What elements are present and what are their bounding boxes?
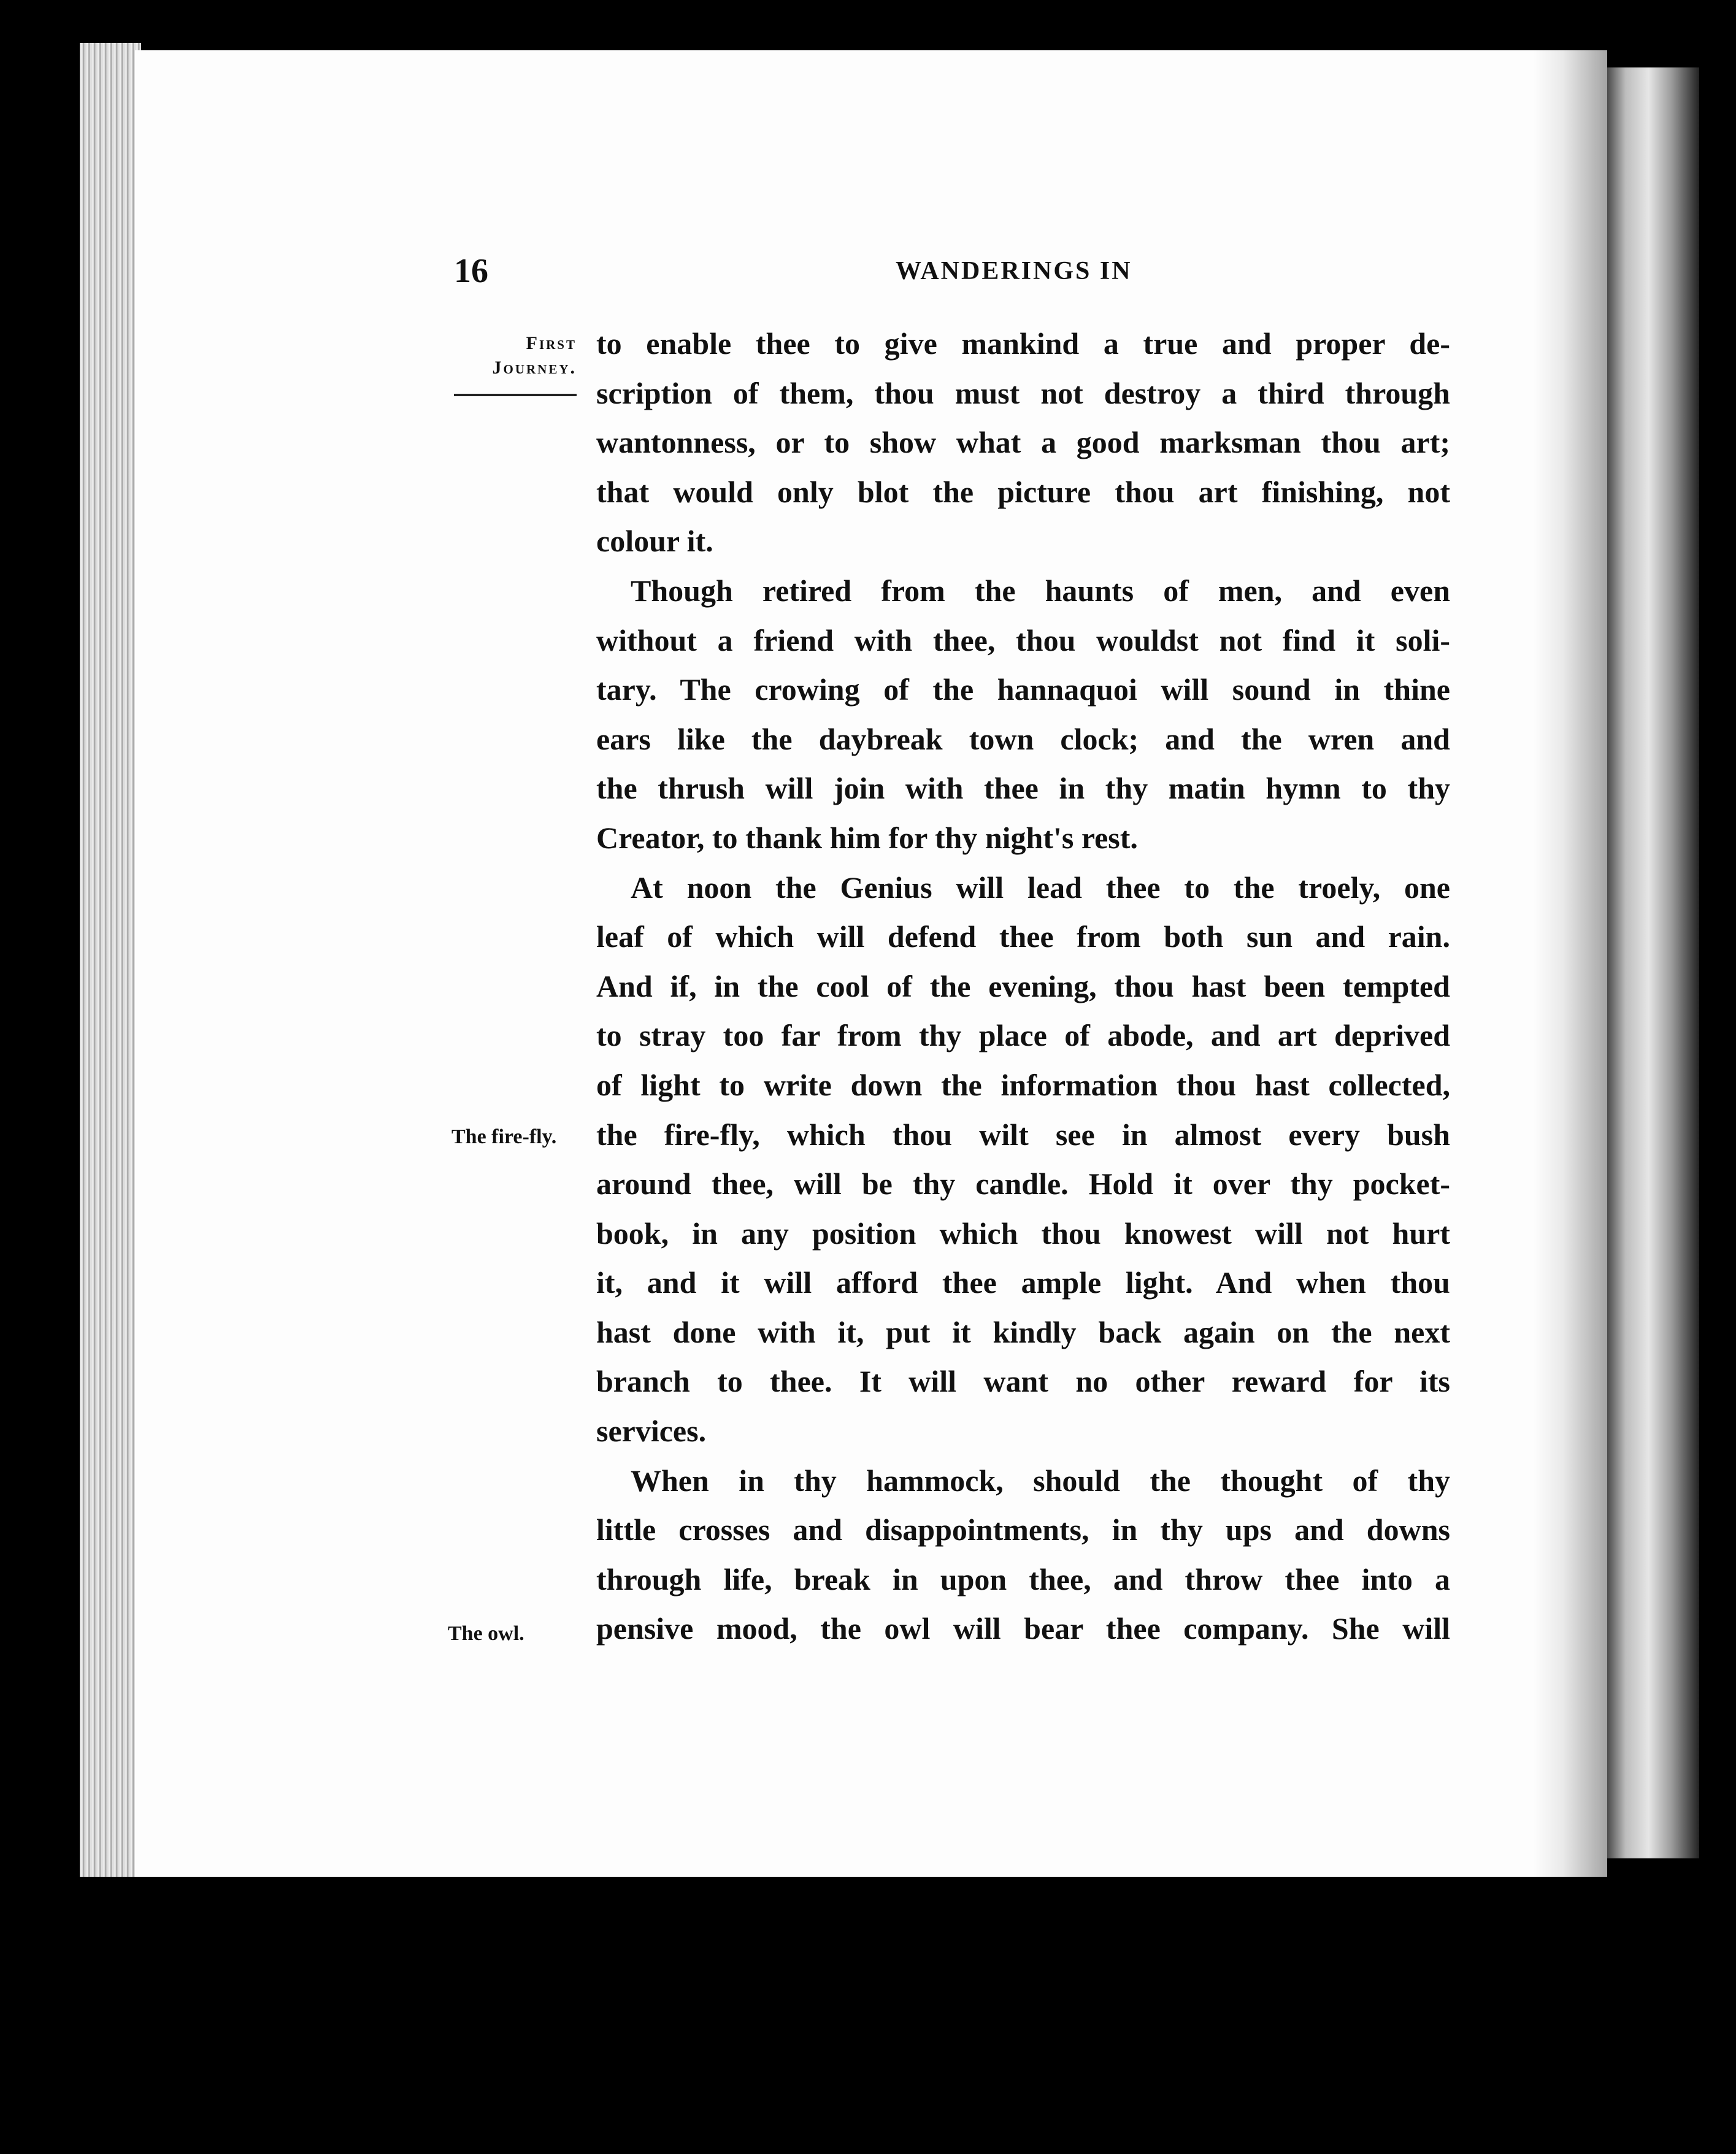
text-line: hast done with it, put it kindly back again on the next: [596, 1314, 1450, 1349]
text-line: Though retired from the haunts of men, and even: [631, 573, 1450, 608]
text-line: branch to thee. It will want no other reward for its: [596, 1364, 1450, 1399]
text-line: colour it.: [596, 524, 713, 559]
text-line: wantonness, or to show what a good marksman thou art;: [596, 425, 1450, 460]
text-line: At noon the Genius will lead thee to the troely, one: [631, 870, 1450, 905]
text-line: services.: [596, 1414, 707, 1449]
text-line: ears like the daybreak town clock; and the wren and: [596, 721, 1450, 756]
text-line: scription of them, thou must not destroy a third through: [596, 375, 1450, 410]
sidenote-rule: [454, 394, 577, 396]
sidenote-section-line1: First: [526, 333, 577, 353]
running-head: WANDERINGS IN: [896, 257, 1132, 285]
page-number: 16: [454, 252, 488, 290]
text-line: When in thy hammock, should the thought of thy: [631, 1463, 1450, 1498]
text-line: that would only blot the picture thou art finishing, not: [596, 474, 1450, 509]
text-line: to stray too far from thy place of abode, and art deprived: [596, 1018, 1450, 1053]
sidenote-owl: The owl.: [448, 1622, 524, 1645]
text-line: of light to write down the information thou hast collected,: [596, 1067, 1450, 1102]
scan-border-top: [0, 0, 1736, 49]
body-text: [596, 319, 1450, 1654]
text-line: little crosses and disappointments, in thy ups and downs: [596, 1512, 1450, 1547]
sidenote-section: [448, 331, 577, 380]
text-line: pensive mood, the owl will bear thee company. She will: [596, 1611, 1450, 1646]
text-line: And if, in the cool of the evening, thou hast been tempted: [596, 968, 1450, 1003]
sidenote-section-line2: Journey.: [492, 358, 577, 378]
text-line: tary. The crowing of the hannaquoi will sound in thine: [596, 672, 1450, 707]
gutter-shadow: [1534, 50, 1607, 1878]
text-line: the thrush will join with thee in thy matin hymn to thy: [596, 771, 1450, 806]
text-line: to enable thee to give mankind a true and proper de-: [596, 326, 1450, 361]
book-page-edges-right: [1607, 67, 1699, 1858]
text-line: leaf of which will defend thee from both sun and rain.: [596, 919, 1450, 954]
scan-border-bottom: [0, 1877, 1736, 2154]
text-line: the fire-fly, which thou wilt see in almost every bush: [596, 1117, 1450, 1152]
text-line: through life, break in upon thee, and throw thee into a: [596, 1562, 1450, 1596]
text-line: without a friend with thee, thou wouldst not find it soli-: [596, 623, 1450, 657]
sidenote-firefly: The fire-fly.: [451, 1125, 557, 1148]
book-page-edges-left: [80, 43, 141, 1883]
text-line: Creator, to thank him for thy night's rest.: [596, 820, 1138, 855]
text-line: it, and it will afford thee ample light. And when thou: [596, 1265, 1450, 1300]
text-line: book, in any position which thou knowest will not hurt: [596, 1216, 1450, 1251]
text-line: around thee, will be thy candle. Hold it over thy pocket-: [596, 1167, 1450, 1202]
